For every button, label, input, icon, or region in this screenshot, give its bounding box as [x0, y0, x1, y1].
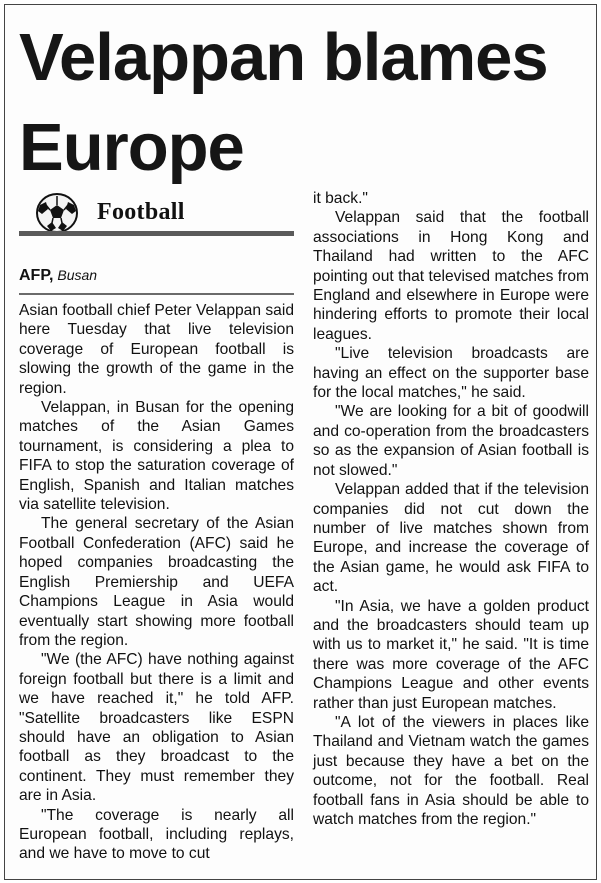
byline-place: Busan [57, 267, 98, 283]
section-tag [19, 193, 294, 239]
paragraph: Velappan said that the football associations in Hong Kong and Thailand had written to the AFC pointing out that televised matches from England and elsewhere in Europe were hindering efforts to promote their local leagues. [313, 209, 589, 343]
paragraph: "We (the AFC) have nothing against foreign football but there is a limit and we have reached it," he told AFP. "Satellite broadcasters like ESPN should have an obligation to Asian football as they broadcast to the continent. They must remember they are in Asia. [19, 651, 294, 805]
paragraph: The general secretary of the Asian Football Confederation (AFC) said he hoped companies broadcasting the English Premiership and UEFA Champions League in Asia would eventually start showing more football from the region. [19, 515, 294, 649]
newspaper-clipping [4, 4, 597, 880]
paragraph: it back." [313, 190, 368, 207]
byline-rule [19, 293, 294, 295]
paragraph: "In Asia, we have a golden product and the broadcasters should team up with us to market it," he said. "It is time there was more coverage of the AFC Champions League and other events rather than just European matches. [313, 597, 589, 712]
article-column-right [313, 189, 589, 829]
byline [19, 267, 97, 285]
byline-agency: AFP, [19, 267, 54, 284]
headline: Velappan blames Europe [19, 20, 548, 185]
paragraph: "The coverage is nearly all European football, including replays, and we have to move to cut [19, 806, 294, 863]
article-column-left [19, 301, 294, 864]
paragraph: Velappan, in Busan for the opening matches of the Asian Games tournament, is considering a plea to FIFA to stop the saturation coverage of English, Spanish and Italian matches via satellite television. [19, 399, 294, 514]
paragraph: "We are looking for a bit of goodwill and co-operation from the broadcasters so as the expansion of Asian football is not slowed." [313, 403, 589, 479]
paragraph: Velappan added that if the television companies did not cut down the number of live matches shown from Europe, and increase the coverage of the Asian game, he would ask FIFA to act. [313, 481, 589, 596]
paragraph: "Live television broadcasts are having an effect on the supporter base for the local matches," he said. [313, 345, 589, 402]
section-label: Football [97, 199, 185, 225]
paragraph: Asian football chief Peter Velappan said here Tuesday that live television coverage of European football is slowing the growth of the game in the region. [19, 302, 294, 397]
paragraph: "A lot of the viewers in places like Thailand and Vietnam watch the games just because they have a bet on the outcome, not for the football. Real football fans in Asia should be able to watch matches from the region." [313, 713, 589, 828]
soccer-ball-icon [33, 193, 81, 233]
section-rule [19, 231, 294, 236]
